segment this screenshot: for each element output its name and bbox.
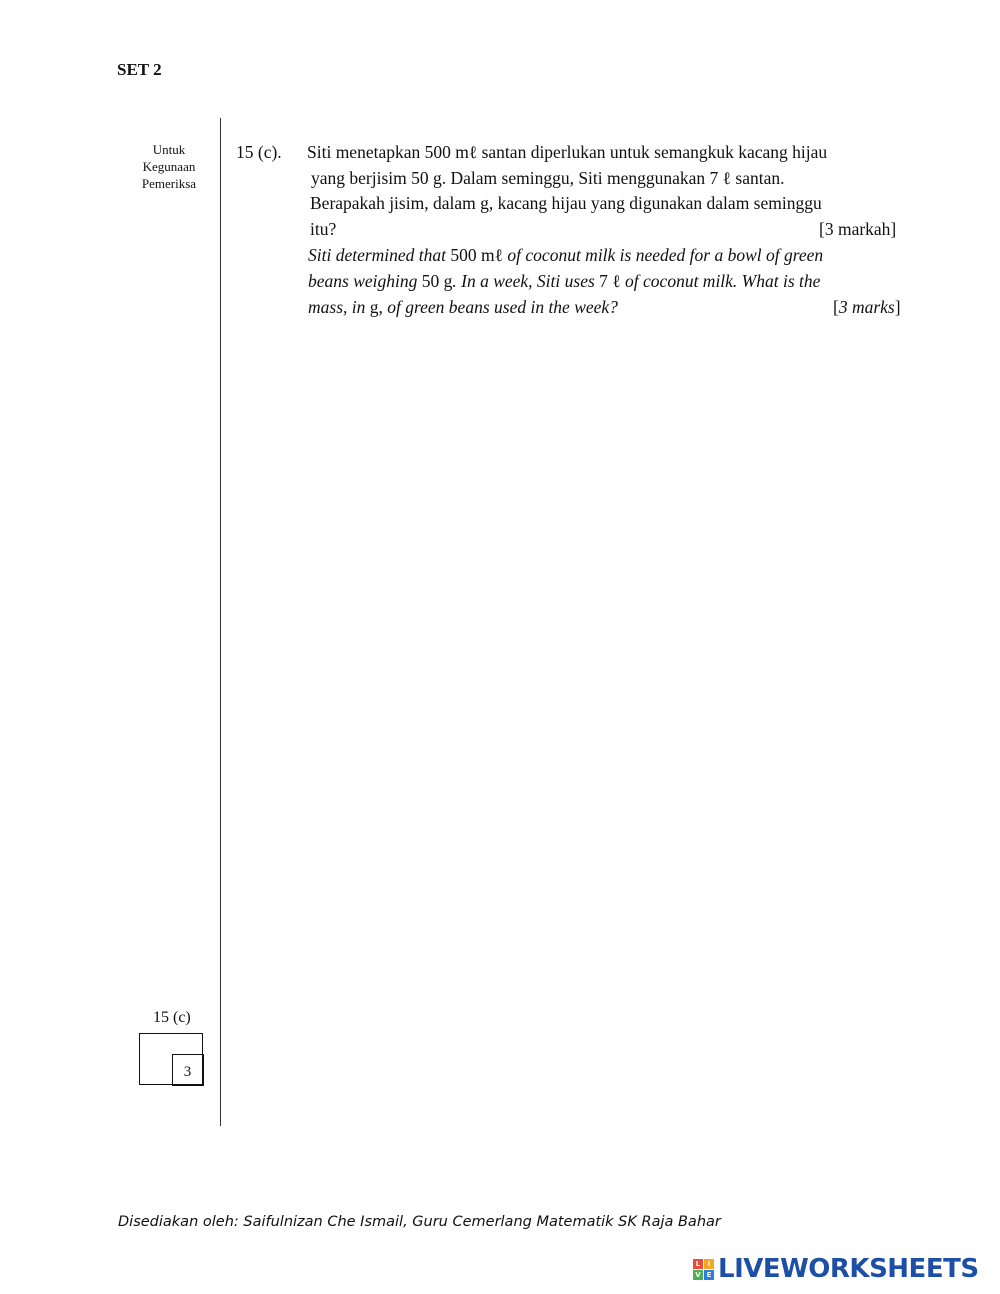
english-marks xyxy=(833,297,901,318)
question-malay-line: yang berjisim 50 g. Dalam seminggu, Siti menggunakan 7 ℓ santan. xyxy=(311,168,785,188)
english-text: beans weighing xyxy=(308,271,422,291)
malay-marks: [3 markah] xyxy=(819,219,897,239)
marks-text: 3 marks xyxy=(838,297,895,317)
english-text: mass, in xyxy=(308,297,370,317)
english-text: . In a week, Siti uses xyxy=(452,271,600,291)
logo-letter: L xyxy=(693,1259,703,1269)
max-score: 3 xyxy=(172,1054,204,1086)
score-label: 15 (c) xyxy=(153,1009,191,1026)
logo-icon xyxy=(693,1259,714,1280)
logo-letter: E xyxy=(704,1270,714,1280)
logo-letter: V xyxy=(693,1270,703,1280)
question-malay-line: Berapakah jisim, dalam g, kacang hijau yang digunakan dalam seminggu xyxy=(310,193,822,213)
set-title: SET 2 xyxy=(117,60,162,79)
score-box[interactable] xyxy=(139,1033,203,1085)
english-text: of coconut milk is needed for a bowl of green xyxy=(503,245,824,265)
english-text: of coconut milk. What is the xyxy=(620,271,821,291)
examiner-label-line: Untuk xyxy=(152,142,186,157)
examiner-label-line: Pemeriksa xyxy=(141,176,197,191)
logo-letter: I xyxy=(704,1259,714,1269)
english-value: 50 g xyxy=(421,271,453,291)
marks-bracket: [ xyxy=(833,297,839,317)
english-text: Siti determined that xyxy=(308,245,451,265)
logo-text: LIVEWORKSHEETS xyxy=(718,1254,979,1284)
question-english-line xyxy=(308,271,820,292)
question-english-line xyxy=(308,245,823,266)
english-value: 500 mℓ xyxy=(450,245,504,265)
english-text: , of green beans used in the week? xyxy=(378,297,618,317)
english-value: 7 ℓ xyxy=(599,271,621,291)
question-malay-line: Siti menetapkan 500 mℓ santan diperlukan untuk semangkuk kacang hijau xyxy=(307,142,828,162)
margin-divider xyxy=(220,118,221,1126)
examiner-label-line: Kegunaan xyxy=(142,159,196,174)
question-malay-line: itu? xyxy=(310,219,337,239)
liveworksheets-logo xyxy=(693,1254,979,1284)
marks-bracket: ] xyxy=(894,297,901,317)
question-number: 15 (c). xyxy=(236,142,282,162)
footer-credit: Disediakan oleh: Saifulnizan Che Ismail, Guru Cemerlang Matematik SK Raja Bahar xyxy=(118,1214,721,1230)
examiner-use-label xyxy=(128,141,210,192)
english-value: g xyxy=(369,297,379,317)
question-english-line xyxy=(308,297,618,318)
